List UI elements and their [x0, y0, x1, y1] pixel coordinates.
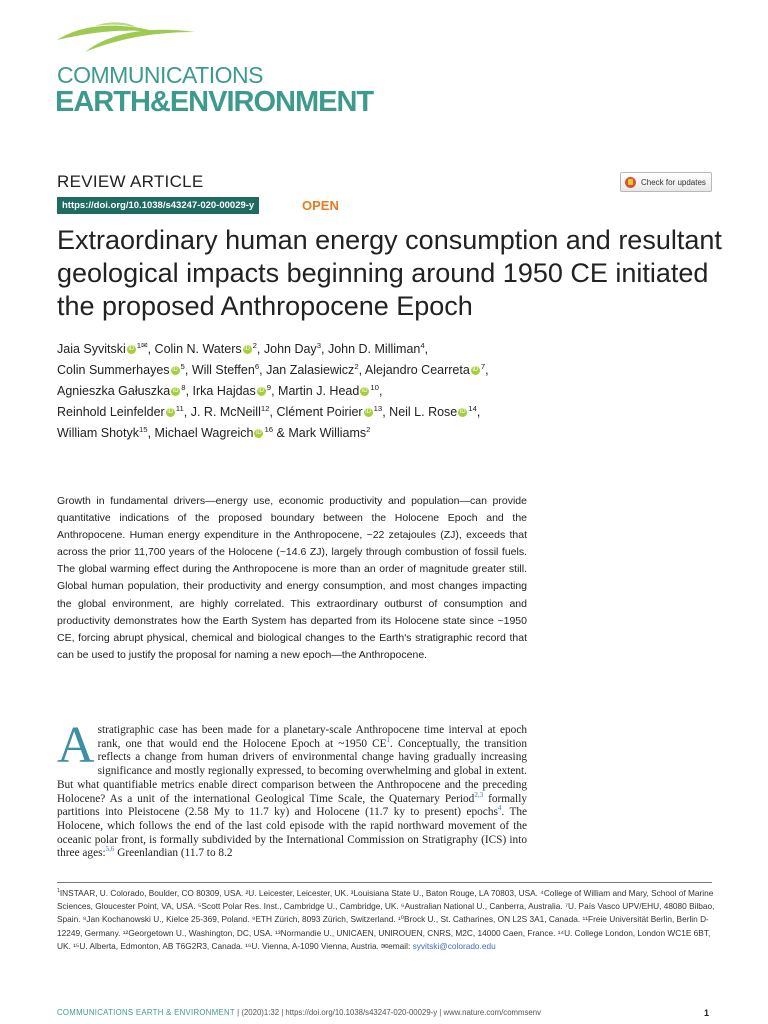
- orcid-icon[interactable]: iD: [472, 367, 479, 374]
- orcid-icon[interactable]: iD: [172, 367, 178, 374]
- footer-journal-name: COMMUNICATIONS EARTH & ENVIRONMENT: [57, 1008, 235, 1017]
- orcid-icon[interactable]: iD: [256, 430, 262, 437]
- affiliation-ref: 2: [354, 361, 359, 371]
- affiliation-ref: 2: [366, 424, 371, 434]
- affiliation-ref: 3: [316, 340, 321, 350]
- affiliations-text: INSTAAR, U. Colorado, Boulder, CO 80309, USA. ²U. Leicester, Leicester, UK. ³Louisiana State U., Baton Rouge, LA 70803, USA. ⁴College of William and Mary, School of Marine Sciences, Gloucester Point, VA, USA. ⁵Scott Polar Res. Inst., Cambridge U., Cambridge, UK. ⁶Australian National U., Canberra, Australia. ⁷U. País Vasco UPV/EHU, 48080 Bilbao, Spain. ⁸Jan Kochanowski U., Kielce 25-369, Poland. ⁹ETH Zürich, 8093 Zürich, Switzerland. ¹⁰Brock U., St. Catharines, ON L2S 3A1, Canada. ¹¹Freie Universität Berlin, Berlin D-12249, Germany. ¹²Georgetown U., Washington, DC, USA. ¹³Normandie U., UNICAEN, UNIROUEN, CNRS, M2C, 14000 Caen, France. ¹⁴U. College London, London WC1E 6BT, UK. ¹⁵U. Alberta, Edmonton, AB T6G2R3, Canada. ¹⁶U. Vienna, A-1090 Vienna, Austria.: [57, 888, 715, 951]
- author-name[interactable]: Jaia Syvitski: [57, 342, 126, 356]
- affiliation-ref: 2: [252, 340, 257, 350]
- author-conjunction: &: [276, 426, 289, 440]
- article-type: REVIEW ARTICLE: [57, 172, 204, 191]
- affiliation-ref: 11: [175, 403, 184, 413]
- page-footer: [57, 1008, 541, 1017]
- author-name[interactable]: John Day: [263, 342, 317, 356]
- affiliation-ref: 9: [266, 382, 272, 392]
- email-link[interactable]: syvitski@colorado.edu: [412, 940, 496, 951]
- orcid-icon[interactable]: iD: [172, 388, 179, 395]
- author-name[interactable]: Mark Williams: [288, 426, 367, 440]
- reference-link[interactable]: 5,6: [105, 845, 115, 854]
- check-for-updates-button[interactable]: [620, 172, 712, 192]
- author-name[interactable]: Alejandro Cearreta: [364, 363, 470, 377]
- author-name[interactable]: Michael Wagreich: [154, 426, 254, 440]
- abstract: Growth in fundamental drivers—energy use, economic productivity and population—can provide quantitative indications of the proposed boundary between the Holocene Epoch and the Anthropocene. Human energy expenditure in the Anthropocene, ~22 zetajoules (ZJ), exceeds that across the prior 11,700 years of the Holocene (~14.6 ZJ), largely through combustion of fossil fuels. The global warming effect during the Anthropocene is more than an order of magnitude greater still. Global human population, their productivity and energy consumption, and most changes impacting the global environment, are highly correlated. This extraordinary outburst of consumption and productivity demonstrates how the Earth System has departed from its Holocene state since ~1950 CE, forcing abrupt physical, chemical and biological changes to the Earth's stratigraphic record that can be used to justify the proposal for naming a new epoch—the Anthropocene.: [57, 495, 527, 661]
- journal-leaf-logo-icon: [55, 18, 205, 58]
- orcid-icon[interactable]: iD: [365, 409, 371, 416]
- affiliation-ref: 7: [480, 361, 486, 371]
- reference-link[interactable]: 1: [386, 735, 391, 744]
- body-text-segment: . The Holocene, which follows the end of the last cold episode with the rapid northward movement of the oceanic polar front, is formally subdivided by the International Commission on Stratigraphy (ICS) into three ages:: [57, 806, 528, 860]
- affiliation-ref: 5: [180, 361, 185, 371]
- affiliation-ref: 8: [181, 382, 186, 392]
- affiliations-footnote: [57, 887, 715, 953]
- author-name[interactable]: Reinhold Leinfelder: [57, 405, 165, 419]
- author-name[interactable]: Martin J. Head: [278, 384, 360, 398]
- affiliation-ref: 16: [264, 424, 274, 434]
- author-name[interactable]: Neil L. Rose: [389, 405, 458, 419]
- affiliation-ref: 10: [370, 382, 379, 392]
- orcid-icon[interactable]: iD: [128, 346, 135, 353]
- doi-link[interactable]: https://doi.org/10.1038/s43247-020-00029-y: [57, 197, 259, 214]
- affiliation-ref: 13: [373, 403, 383, 413]
- affiliation-ref: 4: [420, 340, 425, 350]
- reference-link[interactable]: 2,3: [474, 790, 484, 799]
- journal-name-top: COMMUNICATIONS: [57, 62, 263, 88]
- affiliation-number: 1: [57, 888, 60, 895]
- author-name[interactable]: Irka Hajdas: [192, 384, 256, 398]
- author-name[interactable]: Will Steffen: [191, 363, 255, 377]
- footnote-divider: [57, 882, 712, 883]
- drop-cap: A: [57, 717, 95, 774]
- author-name[interactable]: Agnieszka Gałuszka: [57, 384, 171, 398]
- body-paragraph: [57, 717, 528, 861]
- affiliation-ref: 1✉: [136, 340, 148, 350]
- orcid-icon[interactable]: iD: [167, 409, 174, 416]
- affiliation-ref: 12: [260, 403, 270, 413]
- affiliation-ref: 15: [138, 424, 148, 434]
- body-text-segment: Greenlandian (11.7 to 8.2: [114, 847, 233, 860]
- email-label: ✉email:: [381, 940, 413, 951]
- body-text-segment: . Conceptually, the transition reflects a change from human drivers of environmental change having gradually increasing significance and mostly regionally expressed, to becoming overwhelming and global in extent. But what quantifiable metrics enable direct comparison between the Anthropocene and the preceding Holocene? As a unit of the international Geological Time Scale, the Quaternary Period: [57, 737, 527, 805]
- author-list: Jaia Syvitski iD $^{1✉}$, Colin N. Waters iD $^2$, John Day$^3$, John D. Milliman$^4$, Colin Summerhayes iD $^5$, Will Steffen$^6$, Jan Zalasiewicz$^2$, Alejandro Cearreta iD $^7$, Agnieszka Gałuszka iD $^8$, Irka Hajdas iD $^9$, Martin J. Head iD $^{10}$, Reinhold Leinfelder iD $^{11}$, J. R. McNeill$^{12}$, Clément Poirier iD $^{13}$, Neil L. Rose iD $^{14}$, William Shotyk$^{15}$, Michael Wagreich iD $^{16}$ & Mark Williams$^2$: [57, 340, 489, 440]
- journal-name-bottom: EARTH&ENVIRONMENT: [55, 86, 374, 118]
- orcid-icon[interactable]: iD: [361, 388, 368, 395]
- orcid-icon[interactable]: iD: [258, 388, 265, 395]
- reference-link[interactable]: 4: [497, 804, 502, 813]
- author-name[interactable]: Colin N. Waters: [154, 342, 242, 356]
- open-access-label: OPEN: [302, 198, 339, 213]
- author-name[interactable]: Jan Zalasiewicz: [266, 363, 355, 377]
- body-text-segment: stratigraphic case has been made for a planetary-scale Anthropocene time interval at epoch rank, one that would end the Holocene Epoch at ~1950 CE: [97, 724, 527, 750]
- orcid-icon[interactable]: iD: [459, 409, 466, 416]
- check-updates-label: Check for updates: [641, 177, 706, 187]
- affiliation-ref: 6: [254, 361, 260, 371]
- author-name[interactable]: Clément Poirier: [276, 405, 363, 419]
- author-name[interactable]: J. R. McNeill: [190, 405, 261, 419]
- footer-citation: | (2020)1:32 | https://doi.org/10.1038/s43247-020-00029-y | www.nature.com/commsenv: [235, 1008, 541, 1017]
- author-name[interactable]: Colin Summerhayes: [57, 363, 170, 377]
- page-number: 1: [704, 1008, 710, 1018]
- check-updates-icon: [625, 177, 636, 188]
- affiliation-ref: 14: [468, 403, 477, 413]
- body-text-segment: formally partitions into Pleistocene (2.58 My to 11.7 ky) and Holocene (11.7 ky to present) epochs: [57, 792, 527, 819]
- orcid-icon[interactable]: iD: [244, 346, 250, 353]
- author-name[interactable]: John D. Milliman: [327, 342, 421, 356]
- author-name[interactable]: William Shotyk: [57, 426, 139, 440]
- article-title: Extraordinary human energy consumption and resultant geological impacts beginning around 1950 CE initiated the proposed Anthropocene Epoch: [57, 225, 722, 321]
